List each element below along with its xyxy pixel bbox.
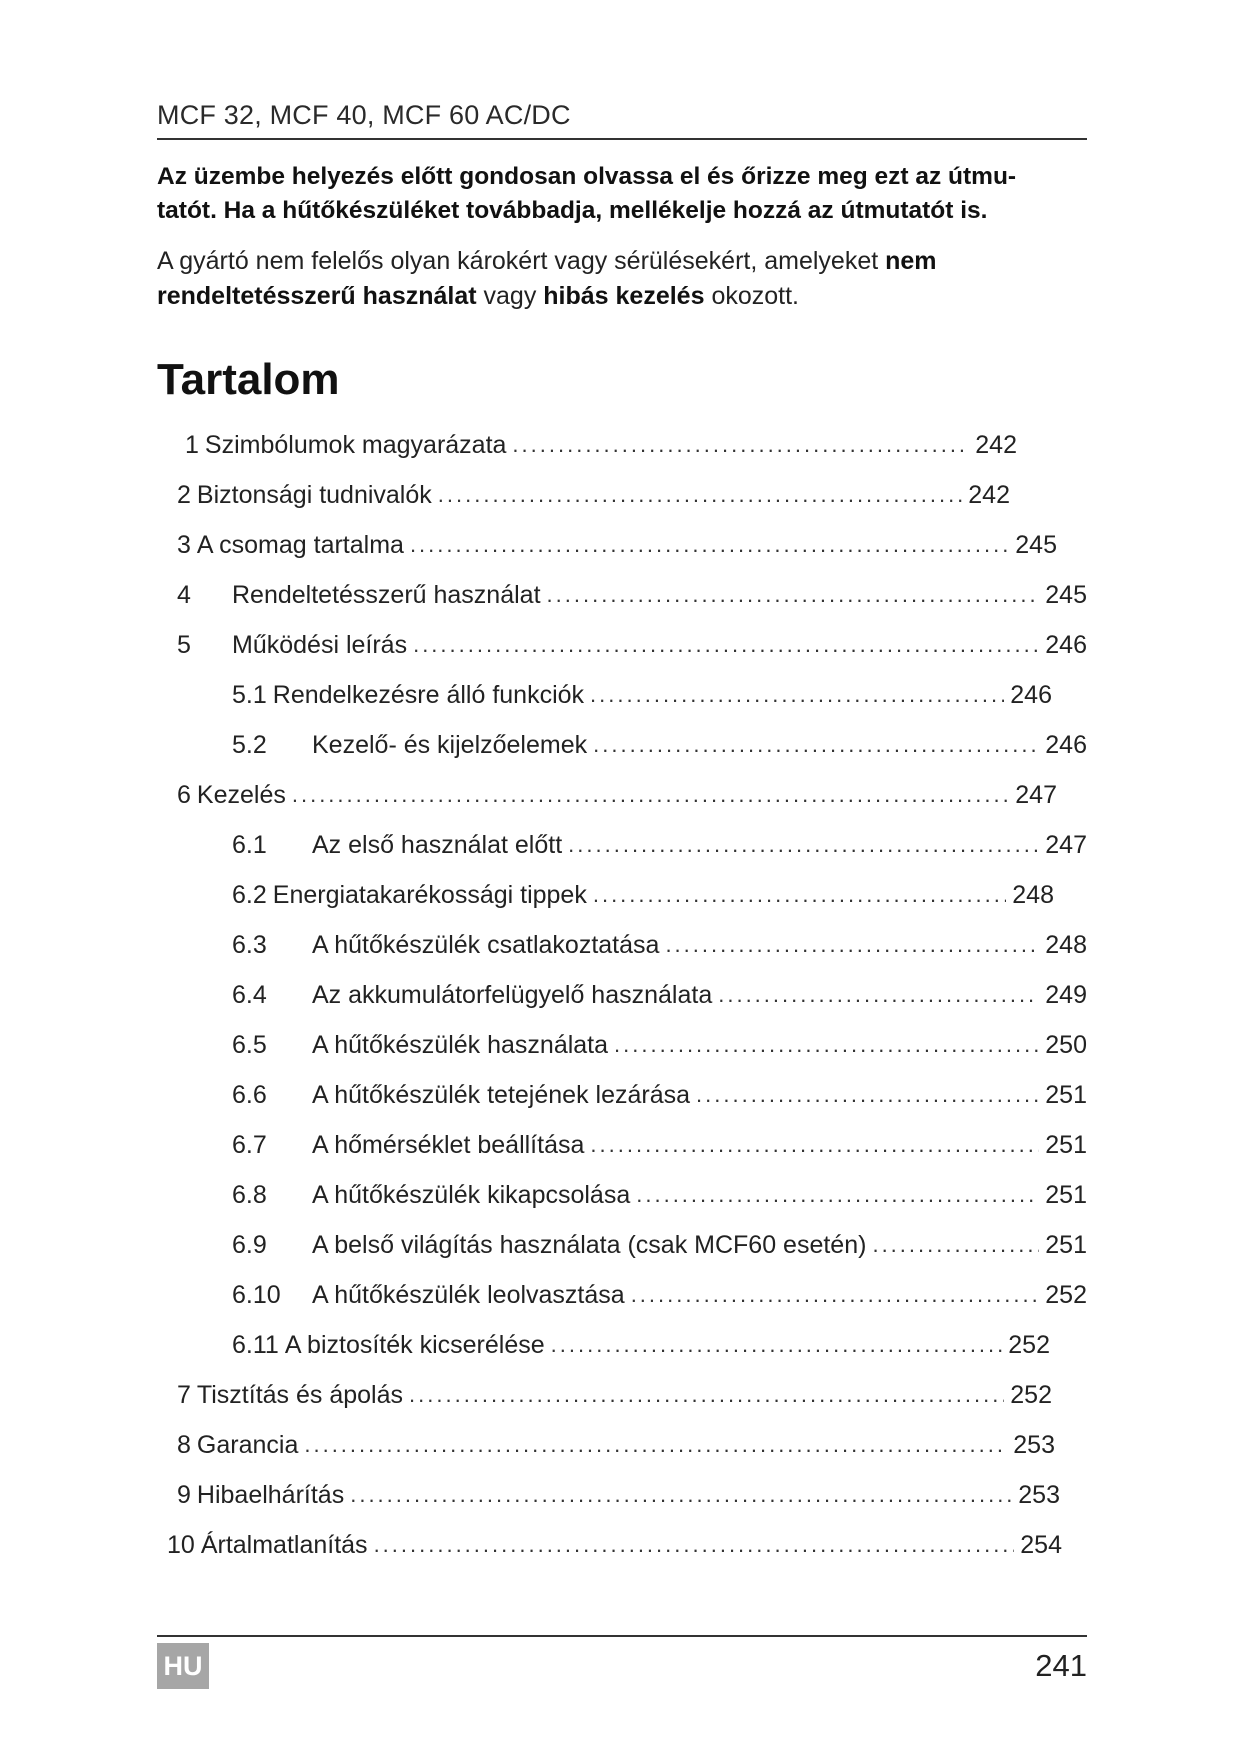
- toc-entry-page: 246: [1010, 680, 1052, 709]
- toc-entry[interactable]: [232, 1225, 1087, 1265]
- toc-entry-title: A csomag tartalma: [196, 530, 404, 559]
- toc-dot-leader: [438, 482, 963, 508]
- liability-notice: [157, 244, 1087, 314]
- toc-dot-leader: [292, 782, 1009, 808]
- toc-entry-page: 251: [1045, 1080, 1087, 1109]
- toc-entry-title: A hőmérséklet beállítása: [312, 1130, 585, 1159]
- toc-entry-number: 10: [167, 1530, 195, 1559]
- toc-dot-leader: [374, 1532, 1015, 1558]
- toc-entry-number: 3: [177, 530, 191, 559]
- toc-entry-number: 6.5: [232, 1030, 267, 1059]
- page-number: 241: [1035, 1648, 1087, 1683]
- toc-entry-title: Kezelő- és kijelzőelemek: [312, 730, 588, 759]
- toc-dot-leader: [718, 982, 1039, 1008]
- toc-entry-title: A hűtőkészülék csatlakoztatása: [312, 930, 660, 959]
- toc-dot-leader: [512, 432, 969, 458]
- toc-entry-number: 6.3: [232, 930, 267, 959]
- toc-dot-leader: [410, 532, 1009, 558]
- toc-entry-page: 249: [1045, 980, 1087, 1009]
- toc-entry[interactable]: [167, 1525, 1062, 1565]
- toc-entry-page: 252: [1010, 1380, 1052, 1409]
- toc-entry-number: 1: [185, 430, 199, 459]
- toc-entry-number: 6.9: [232, 1230, 267, 1259]
- toc-entry[interactable]: [232, 725, 1087, 765]
- safety-warning-line-1: Az üzembe helyezés előtt gondosan olvassa el és őrizze meg ezt az útmu-: [157, 163, 1017, 190]
- toc-entry-page: 246: [1045, 730, 1087, 759]
- toc-entry-page: 250: [1045, 1030, 1087, 1059]
- toc-entry-title: Energiatakarékossági tippek: [272, 880, 587, 909]
- toc-entry-title: A biztosíték kicserélése: [284, 1330, 545, 1359]
- toc-entry-title: Működési leírás: [232, 630, 408, 659]
- toc-dot-leader: [551, 1332, 1003, 1358]
- toc-entry-number: 6.1: [232, 830, 267, 859]
- toc-dot-leader: [631, 1282, 1040, 1308]
- toc-entry-number: 2: [177, 480, 191, 509]
- toc-entry-page: 252: [1045, 1280, 1087, 1309]
- toc-entry-number: 4: [177, 580, 191, 609]
- toc-entry[interactable]: [177, 775, 1057, 815]
- toc-entry-page: 242: [975, 430, 1017, 459]
- toc-entry-number: 6.6: [232, 1080, 267, 1109]
- toc-entry-page: 253: [1018, 1480, 1060, 1509]
- language-badge: HU: [157, 1643, 209, 1689]
- toc-entry[interactable]: [232, 1075, 1087, 1115]
- toc-dot-leader: [593, 732, 1039, 758]
- toc-entry-title: Tisztítás és ápolás: [196, 1380, 404, 1409]
- toc-entry-number: 6.10: [232, 1280, 281, 1309]
- toc-entry[interactable]: [232, 675, 1052, 715]
- toc-entry-number: 6.8: [232, 1180, 267, 1209]
- notice-text-3: okozott.: [704, 282, 799, 310]
- toc-entry[interactable]: [232, 1175, 1087, 1215]
- notice-bold-1: nem rendeltetésszerű használat: [157, 247, 937, 310]
- toc-entry-page: 251: [1045, 1230, 1087, 1259]
- toc-entry-title: A hűtőkészülék tetejének lezárása: [312, 1080, 691, 1109]
- toc-dot-leader: [590, 682, 1004, 708]
- safety-warning: [157, 160, 1087, 228]
- footer-divider: [157, 1635, 1087, 1637]
- toc-entry[interactable]: [177, 525, 1057, 565]
- toc-entry-page: 248: [1012, 880, 1054, 909]
- toc-entry-title: Garancia: [196, 1430, 299, 1459]
- toc-entry-page: 247: [1045, 830, 1087, 859]
- toc-entry-title: A belső világítás használata (csak MCF60 esetén): [312, 1230, 867, 1259]
- toc-dot-leader: [614, 1032, 1039, 1058]
- toc-entry[interactable]: [185, 425, 1017, 465]
- toc-entry-page: 247: [1015, 780, 1057, 809]
- toc-dot-leader: [590, 1132, 1039, 1158]
- toc-entry-title: Rendelkezésre álló funkciók: [272, 680, 585, 709]
- toc-dot-leader: [547, 582, 1040, 608]
- toc-dot-leader: [696, 1082, 1039, 1108]
- toc-entry[interactable]: [232, 875, 1054, 915]
- toc-dot-leader: [304, 1432, 1007, 1458]
- toc-entry[interactable]: [177, 1425, 1055, 1465]
- toc-entry-page: 251: [1045, 1180, 1087, 1209]
- toc-entry-number: 9: [177, 1480, 191, 1509]
- toc-entry-title: Hibaelhárítás: [196, 1480, 345, 1509]
- toc-entry[interactable]: [232, 1025, 1087, 1065]
- toc-entry[interactable]: [177, 575, 1087, 615]
- toc-entry-title: Kezelés: [196, 780, 286, 809]
- toc-entry-page: 245: [1015, 530, 1057, 559]
- toc-dot-leader: [593, 882, 1006, 908]
- toc-entry-number: 7: [177, 1380, 191, 1409]
- toc-dot-leader: [409, 1382, 1004, 1408]
- toc-dot-leader: [872, 1232, 1039, 1258]
- toc-entry[interactable]: [177, 1475, 1060, 1515]
- toc-dot-leader: [665, 932, 1039, 958]
- toc-dot-leader: [636, 1182, 1039, 1208]
- table-of-contents: [0, 425, 1241, 1585]
- toc-entry-title: A hűtőkészülék használata: [312, 1030, 609, 1059]
- toc-entry-number: 6.2: [232, 880, 267, 909]
- header-divider: [157, 138, 1087, 140]
- toc-entry-number: 6: [177, 780, 191, 809]
- toc-entry-title: A hűtőkészülék leolvasztása: [312, 1280, 625, 1309]
- toc-entry-number: 8: [177, 1430, 191, 1459]
- safety-warning-line-2: tatót. Ha a hűtőkészüléket továbbadja, mellékelje hozzá az útmutatót is.: [157, 197, 988, 224]
- toc-entry-title: Az első használat előtt: [312, 830, 563, 859]
- notice-text-1: A gyártó nem felelős olyan károkért vagy sérülésekért, amelyeket: [157, 247, 886, 275]
- toc-entry[interactable]: [232, 975, 1087, 1015]
- toc-dot-leader: [568, 832, 1039, 858]
- toc-entry-page: 252: [1008, 1330, 1050, 1359]
- document-header: MCF 32, MCF 40, MCF 60 AC/DC: [157, 100, 571, 130]
- toc-dot-leader: [413, 632, 1039, 658]
- toc-entry-page: 246: [1045, 630, 1087, 659]
- toc-entry[interactable]: [232, 1125, 1087, 1165]
- toc-dot-leader: [350, 1482, 1012, 1508]
- toc-entry-page: 251: [1045, 1130, 1087, 1159]
- toc-entry[interactable]: [177, 475, 1010, 515]
- toc-entry[interactable]: [177, 1375, 1052, 1415]
- toc-entry[interactable]: [232, 1275, 1087, 1315]
- notice-bold-2: hibás kezelés: [543, 282, 705, 310]
- toc-entry-page: 242: [968, 480, 1010, 509]
- toc-entry-title: Rendeltetésszerű használat: [232, 580, 541, 609]
- toc-entry-number: 6.11: [232, 1330, 279, 1359]
- toc-entry[interactable]: [177, 625, 1087, 665]
- toc-entry-title: A hűtőkészülék kikapcsolása: [312, 1180, 631, 1209]
- toc-entry[interactable]: [232, 825, 1087, 865]
- toc-entry[interactable]: [232, 1325, 1050, 1365]
- toc-entry-number: 5: [177, 630, 191, 659]
- toc-entry-number: 6.4: [232, 980, 267, 1009]
- toc-entry-page: 253: [1013, 1430, 1055, 1459]
- toc-entry[interactable]: [232, 925, 1087, 965]
- toc-entry-title: Az akkumulátorfelügyelő használata: [312, 980, 713, 1009]
- toc-title: Tartalom: [157, 355, 340, 404]
- toc-entry-number: 6.7: [232, 1130, 267, 1159]
- toc-entry-page: 248: [1045, 930, 1087, 959]
- toc-entry-number: 5.1: [232, 680, 267, 709]
- toc-entry-page: 245: [1045, 580, 1087, 609]
- toc-entry-title: Biztonsági tudnivalók: [196, 480, 432, 509]
- toc-entry-number: 5.2: [232, 730, 267, 759]
- toc-entry-title: Ártalmatlanítás: [200, 1530, 368, 1559]
- notice-text-2: vagy: [476, 282, 544, 310]
- toc-entry-page: 254: [1020, 1530, 1062, 1559]
- toc-entry-title: Szimbólumok magyarázata: [204, 430, 507, 459]
